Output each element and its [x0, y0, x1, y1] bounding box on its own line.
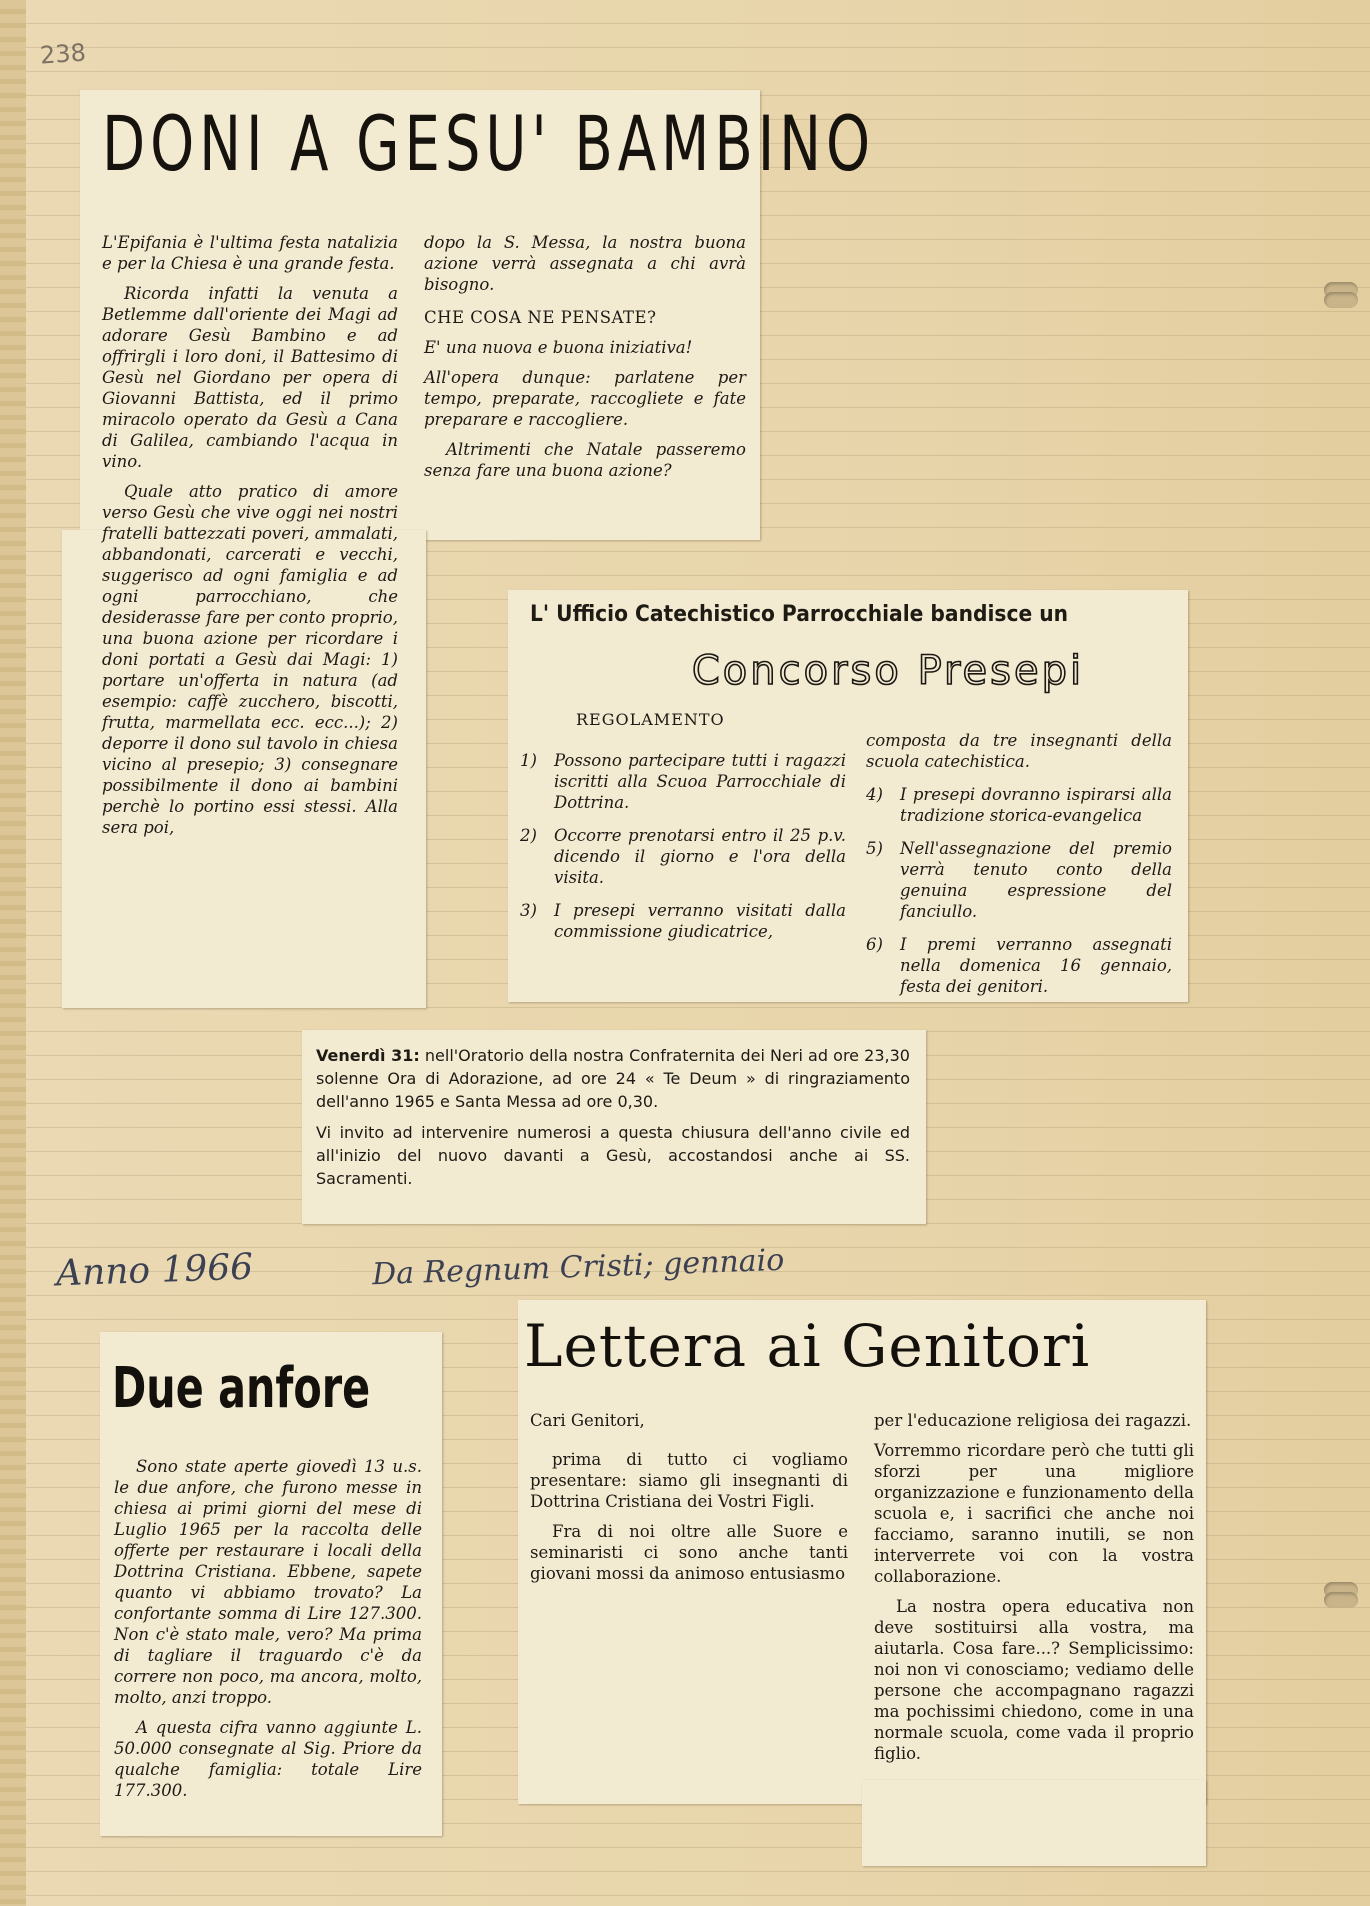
rule-item — [866, 934, 1172, 997]
venerdi-clipping — [302, 1030, 926, 1224]
binder-hole — [1324, 292, 1358, 308]
rule-text: Nell'assegnazione del premio verrà tenuto conto della genuina espressione del fanciullo. — [900, 839, 1172, 921]
doni-paragraph: L'Epifania è l'ultima festa natalizia e per la Chiesa è una grande festa. — [102, 233, 398, 273]
rule-number: 3) — [520, 901, 537, 920]
doni-paragraph: Altrimenti che Natale passeremo senza fare una buona azione? — [424, 440, 746, 480]
rule-item — [520, 750, 846, 813]
handwritten-source: Da Regnum Cristi; gennaio — [371, 1242, 785, 1293]
rule-text: Occorre prenotarsi entro il 25 p.v. dicendo il giorno e l'ora della visita. — [554, 826, 846, 887]
lettera-salutation: Cari Genitori, — [530, 1411, 645, 1430]
venerdi-paragraph — [316, 1044, 910, 1113]
lettera-column-2 — [874, 1410, 1194, 1773]
doni-paragraph: dopo la S. Messa, la nostra buona azione verrà assegnata a chi avrà bisogno. — [424, 233, 746, 294]
lettera-title: Lettera ai Genitori — [524, 1312, 1091, 1380]
concorso-column-2 — [866, 730, 1172, 1009]
anfore-paragraph: A questa cifra vanno aggiunte L. 50.000 consegnate al Sig. Priore da qualche famiglia: totale Lire 177.300. — [114, 1718, 422, 1800]
doni-paragraph: Ricorda infatti la venuta a Betlemme dall'oriente dei Magi ad adorare Gesù Bambino e ad offrirgli i loro doni, il Battesimo di Gesù nel Giordano per opera di Giovanni Battista, ed il primo miracolo operato da Gesù a Cana di Galilea, cambiando l'acqua in vino. — [102, 284, 398, 471]
concorso-header: L' Ufficio Catechistico Parrocchiale bandisce un — [530, 602, 1069, 627]
rule-number: 2) — [520, 826, 537, 845]
venerdi-label: Venerdì 31: — [316, 1046, 420, 1065]
lettera-paragraph: Fra di noi oltre alle Suore e seminaristi ci sono anche tanti giovani mossi da animoso entusiasmo — [530, 1522, 848, 1583]
rule-text: I presepi verranno visitati dalla commissione giudicatrice, — [554, 901, 846, 941]
rule-number: 6) — [866, 935, 883, 954]
lettera-paragraph: per l'educazione religiosa dei ragazzi. — [874, 1411, 1192, 1430]
venerdi-text: nell'Oratorio della nostra Confraternita dei Neri ad ore 23,30 solenne Ora di Adorazione, ad ore 24 « Te Deum » di ringraziamento dell'anno 1965 e Santa Messa ad ore 0,30. — [316, 1046, 910, 1111]
rule-text: I presepi dovranno ispirarsi alla tradizione storica-evangelica — [900, 785, 1172, 825]
rule-number: 1) — [520, 751, 537, 770]
venerdi-body — [316, 1044, 910, 1198]
rule-item — [520, 825, 846, 888]
lettera-paragraph: Vorremmo ricordare però che tutti gli sforzi per una migliore organizzazione e funzionamento della scuola e, i sacrifici che anche noi facciamo, saranno inutili, se non interverrete voi con la vostra collaborazione. — [874, 1441, 1194, 1586]
anfore-paragraph: Sono state aperte giovedì 13 u.s. le due anfore, che furono messe in chiesa ai primi giorni del mese di Luglio 1965 per la raccolta delle offerte per restaurare i locali della Dottrina Cristiana. Ebbene, sapete quanto vi abbiamo trovato? La confortante somma di Lire 127.300. Non c'è stato male, vero? Ma prima di tagliare il traguardo c'è da correre non poco, ma ancora, molto, molto, anzi troppo. — [114, 1457, 422, 1707]
regolamento-heading: REGOLAMENTO — [576, 710, 725, 729]
rule-text: Possono partecipare tutti i ragazzi iscritti alla Scuoa Parrocchiale di Dottrina. — [554, 751, 846, 812]
venerdi-paragraph: Vi invito ad intervenire numerosi a questa chiusura dell'anno civile ed all'inizio del nuovo davanti a Gesù, accostandosi anche ai SS. Sacramenti. — [316, 1123, 910, 1188]
anfore-body — [114, 1456, 422, 1810]
concorso-title: Concorso Presepi — [691, 648, 1085, 694]
rule-text: I premi verranno assegnati nella domenica 16 gennaio, festa dei genitori. — [900, 935, 1172, 996]
concorso-clipping — [508, 590, 1188, 1002]
lettera-paragraph: La nostra opera educativa non deve sostituirsi alla vostra, ma aiutarla. Cosa fare...? Semplicissimo: noi non vi conosciamo; vediamo delle persone che accompagnano ragazzi ma pochissimi chiedono, come in una normale scuola, come vada il proprio figlio. — [874, 1597, 1194, 1763]
handwritten-year: Anno 1966 — [55, 1246, 254, 1295]
concorso-continuation: composta da tre insegnanti della scuola catechistica. — [866, 731, 1172, 771]
doni-paragraph: All'opera dunque: parlatene per tempo, preparate, raccogliete e fate preparare e raccogliere. — [424, 368, 746, 429]
doni-paragraph: E' una nuova e buona iniziativa! — [424, 338, 693, 357]
doni-column-2 — [424, 232, 746, 490]
rule-item — [866, 784, 1172, 826]
doni-heading: CHE COSA NE PENSATE? — [424, 308, 657, 327]
lettera-clipping-lower — [862, 1780, 1206, 1866]
doni-column-1 — [102, 232, 398, 847]
rule-item — [520, 900, 846, 942]
torn-left-edge — [0, 0, 26, 1906]
doni-paragraph: Quale atto pratico di amore verso Gesù che vive oggi nei nostri fratelli battezzati poveri, ammalati, abbandonati, carcerati e vecchi, suggerisco ad ogni famiglia e ad ogni parrocchiano, che desiderasse fare per conto proprio, una buona azione per ricordare i doni portati a Gesù dai Magi: 1) portare un'offerta in natura (ad esempio: caffè zucchero, biscotti, frutta, marmellata ecc. ecc...); 2) deporre il dono sul tavolo in chiesa vicino al presepio; 3) consegnare possibilmente il dono ai bambini perchè lo portino essi stessi. Alla sera poi, — [102, 482, 398, 837]
binder-hole — [1324, 1592, 1358, 1608]
anfore-clipping — [100, 1332, 442, 1836]
lettera-column-1 — [530, 1410, 848, 1593]
rule-number: 5) — [866, 839, 883, 858]
doni-title: DONI A GESU' BAMBINO — [102, 99, 876, 188]
lettera-paragraph: prima di tutto ci vogliamo presentare: siamo gli insegnanti di Dottrina Cristiana dei Vostri Figli. — [530, 1450, 848, 1511]
anfore-title: Due anfore — [112, 1356, 371, 1421]
rule-number: 4) — [866, 785, 883, 804]
page-number: 238 — [39, 38, 87, 70]
concorso-column-1 — [520, 750, 846, 954]
rule-item — [866, 838, 1172, 922]
